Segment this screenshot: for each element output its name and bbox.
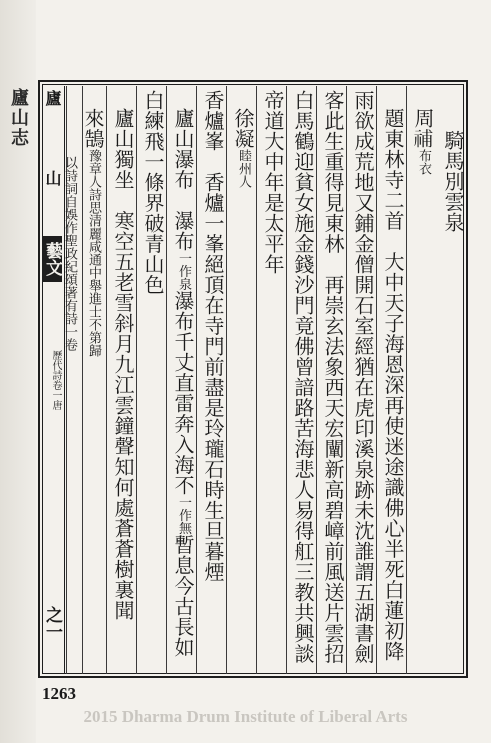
text-column-5 [316,86,346,674]
text-column-2 [406,86,436,674]
text-column-3 [376,86,406,674]
page-number: 1263 [42,684,76,703]
adjacent-page-glyphs: 廬山志 [8,88,29,148]
text-column-11 [136,86,166,674]
author-note-continued: 以詩詞自娛作聖政紀頌著有詩一卷 [62,156,77,351]
poem-line: 廬山獨坐 寒空五老雪斜月九江雲鐘聲知何處蒼蒼樹裏聞 [111,108,135,621]
variant-note: 一作泉 [176,251,191,291]
poem-line: 白練飛一條界破青山色 [141,90,165,295]
poem-line: 白馬鶴迎貧女施金錢沙門竟佛曾諳路苦海悲人易得舡三教共興談 [291,90,315,664]
text-column-9 [196,86,226,674]
running-header-subtitle: 歷代詩卷一唐 [50,350,61,410]
text-column-7 [256,86,286,674]
text-column-1 [436,86,466,674]
author-note: 睦州人 [236,149,251,188]
variant-note: 一作無 [176,495,191,535]
author-name: 徐凝 [231,108,255,149]
poem-line: 帝道大中年是太平年 [261,90,285,275]
text-column-6 [286,86,316,674]
poem-line: 廬山瀑布 瀑布 [171,108,195,252]
poem-line: 暫息今古長如 [171,534,195,658]
running-header-section-a: 廬 [43,90,62,106]
poem-title: 騎馬別雲泉 [441,130,465,233]
poem-line: 瀑布千丈直雷奔入海不 [171,290,195,496]
author-note: 布衣 [416,149,431,175]
poem-line: 題東林寺二首 大中天子海恩深再使迷途識佛心半死白蓮初降 [381,108,405,662]
text-column-12 [106,86,136,674]
running-header-section-b: 山 [43,170,62,186]
text-column-10 [166,86,196,674]
text-column-13 [82,86,106,674]
poem-line: 雨欲成荒地又鋪金僧開石室經猶在虎印溪泉跡未沈誰謂五湖書劍 [351,90,375,664]
author-name: 來鵠 [81,108,105,149]
author-note: 豫章人詩思清麗咸通中舉進士不第歸 [86,149,101,357]
text-column-4 [346,86,376,674]
watermark: 2015 Dharma Drum Institute of Liberal Arts [83,707,408,726]
poem-line: 香爐峯 香爐一峯絕頂在寺門前盡是玲瓏石時生旦暮煙 [201,90,225,582]
text-column-14 [62,86,82,674]
running-header-chapter: 藝文 [42,236,62,282]
poem-line: 客此生重得見東林 再崇玄法象西天宏闡新高碧嶂前風送片雲招 [321,90,345,664]
text-column-8 [226,86,256,674]
adjacent-page-margin [0,0,36,743]
running-header-marker: 之一 [42,606,62,640]
author-name: 周𥙷 [411,108,435,149]
